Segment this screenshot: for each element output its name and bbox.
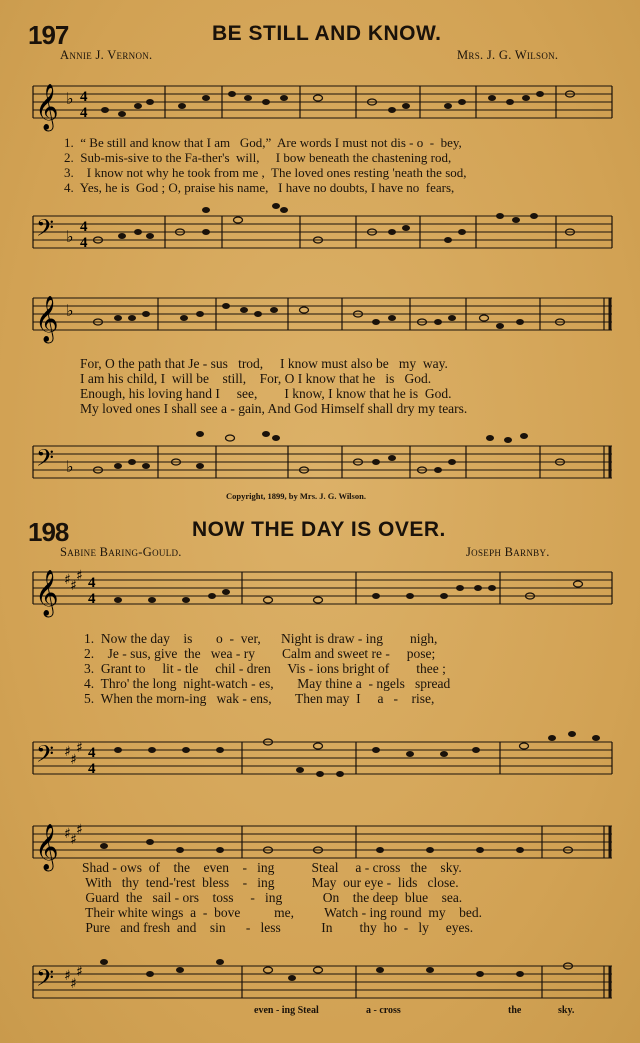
hymn-198-system-2-bass [0, 960, 640, 1010]
verse-5: 5. When the morn-ing wak - ens, Then may I a - rise, [84, 691, 435, 706]
svg-text:♭: ♭ [66, 301, 74, 320]
svg-text:𝄢: 𝄢 [36, 740, 55, 773]
verse-1: 1. “ Be still and know that I am God,” Are words I must not dis - o - bey, [64, 135, 462, 150]
svg-text:♯: ♯ [70, 578, 77, 594]
hymn-198-number: 198 [28, 517, 69, 547]
hymn-197-lyricist: Annie J. Vernon. [60, 48, 153, 62]
verse-1: 1. Now the day is o - ver, Night is draw - ing nigh, [84, 631, 438, 646]
verse-1: Shad - ows of the even - ing Steal a - cross the sky. [82, 860, 462, 875]
svg-text:𝄞: 𝄞 [35, 824, 59, 870]
hymn-197-line-2-verses [80, 356, 467, 416]
verse-4: 4. Yes, he is God ; O, praise his name, I have no doubts, I have no fears, [64, 180, 455, 195]
svg-text:𝄞: 𝄞 [35, 296, 59, 342]
hymn-197-composer: Mrs. J. G. Wilson. [457, 48, 559, 62]
hymn-197-system-2-bass [0, 440, 640, 490]
hymn-198-composer: Joseph Barnby. [466, 545, 550, 559]
verse-2: 2. Sub-mis-sive to the Fa-ther's will, I bow beneath the chastening rod, [64, 150, 452, 165]
verse-5: Pure and fresh and sin - less In thy ho - ly eyes. [82, 920, 474, 935]
hymn-197-title: BE STILL AND KNOW. [212, 22, 442, 45]
svg-text:♭: ♭ [66, 457, 74, 476]
svg-text:♯: ♯ [76, 964, 83, 980]
hymn-198-lyricist: Sabine Baring-Gould. [60, 545, 182, 559]
svg-text:♯: ♯ [64, 826, 71, 842]
hymn-197-line-1-verses [64, 135, 467, 195]
verse-3: Guard the sail - ors toss - ing On the deep blue sea. [82, 890, 463, 905]
svg-text:♯: ♯ [64, 572, 71, 588]
svg-text:4: 4 [80, 89, 88, 105]
svg-text:♯: ♯ [70, 832, 77, 848]
svg-text:4: 4 [88, 745, 96, 761]
svg-text:𝄢: 𝄢 [36, 214, 55, 247]
svg-text:♭: ♭ [66, 89, 74, 108]
hymn-198-title: NOW THE DAY IS OVER. [192, 518, 446, 541]
svg-text:♯: ♯ [64, 968, 71, 984]
hymn-197-system-1-treble [0, 80, 640, 130]
svg-text:4: 4 [80, 219, 88, 235]
svg-text:4: 4 [80, 105, 88, 121]
svg-text:4: 4 [80, 235, 88, 251]
svg-text:4: 4 [88, 761, 96, 777]
hymn-198-system-1-treble [0, 568, 640, 624]
svg-text:4: 4 [88, 591, 96, 607]
verse-1: For, O the path that Je - sus trod, I know must also be my way. [80, 356, 448, 371]
verse-3: 3. I know not why he took from me , The loved ones resting 'neath the sod, [64, 165, 467, 180]
svg-text:♯: ♯ [70, 752, 77, 768]
hymn-198-line-1-verses [84, 631, 450, 706]
hymn-197-copyright: Copyright, 1899, by Mrs. J. G. Wilson. [226, 491, 366, 501]
hymn-198-line-2-verses [82, 860, 482, 935]
bass-word: sky. [558, 1005, 575, 1016]
svg-text:♯: ♯ [76, 740, 83, 756]
verse-3: Enough, his loving hand I see, I know, I know that he is God. [80, 386, 452, 401]
hymn-198-system-1-bass [0, 736, 640, 786]
svg-text:♯: ♯ [64, 744, 71, 760]
verse-2: I am his child, I will be still, For, O I know that he is God. [80, 371, 432, 386]
bass-word: a - cross [366, 1005, 401, 1016]
verse-4: 4. Thro' the long night-watch - es, May thine a - ngels spread [84, 676, 451, 691]
svg-text:𝄞: 𝄞 [35, 570, 59, 616]
verse-4: My loved ones I shall see a - gain, And God Himself shall dry my tears. [80, 401, 468, 416]
hymn-197-system-2-treble [0, 292, 640, 342]
svg-text:𝄢: 𝄢 [36, 444, 55, 477]
hymn-197-system-1-bass [0, 210, 640, 260]
hymn-197-number: 197 [28, 20, 69, 50]
verse-3: 3. Grant to lit - tle chil - dren Vis - ions bright of thee ; [84, 661, 446, 676]
svg-text:𝄢: 𝄢 [36, 964, 55, 997]
svg-text:♯: ♯ [76, 568, 83, 584]
svg-text:𝄞: 𝄞 [35, 84, 59, 130]
hymn-198-bass-words [0, 1005, 640, 1021]
bass-word: the [508, 1005, 522, 1016]
svg-text:♯: ♯ [76, 822, 83, 838]
verse-4: Their white wings a - bove me, Watch - ing round my bed. [82, 905, 482, 920]
bass-word: even - ing Steal [254, 1005, 319, 1016]
verse-2: 2. Je - sus, give the wea - ry Calm and sweet re - pose; [84, 646, 436, 661]
svg-text:♭: ♭ [66, 227, 74, 246]
verse-2: With thy tend-'rest bless - ing May our eye - lids close. [82, 875, 459, 890]
svg-text:♯: ♯ [70, 976, 77, 992]
svg-text:4: 4 [88, 575, 96, 591]
